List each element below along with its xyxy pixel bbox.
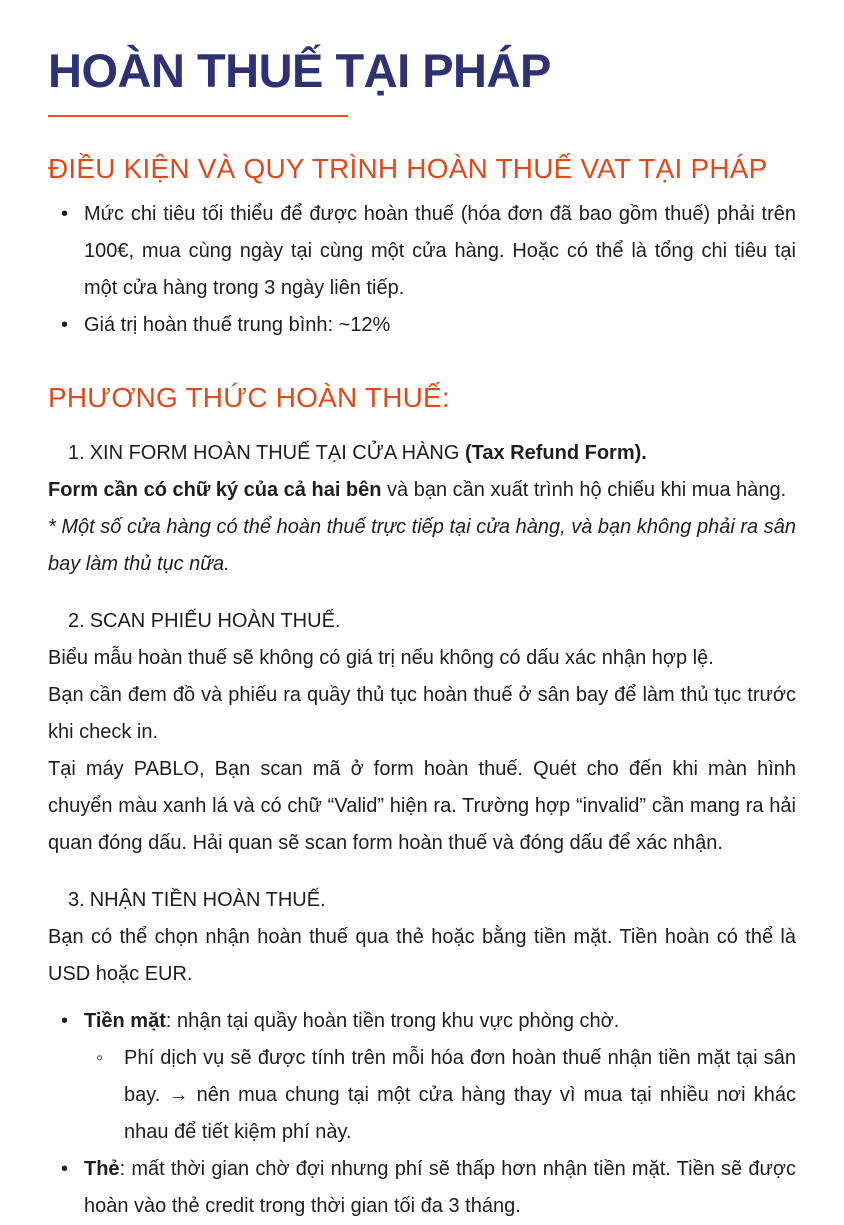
- list-item: • Mức chi tiêu tối thiểu để được hoàn thuế (hóa đơn đã bao gồm thuế) phải trên 100€, mua cùng ngày tại cùng một cửa hàng. Hoặc có thể là tổng chi tiêu tại một cửa hàng trong 3 ngày liên tiếp.: [48, 196, 796, 307]
- step3-number: 3.: [68, 889, 85, 912]
- list-item-cash: [48, 1003, 796, 1151]
- step2-title-text: SCAN PHIẾU HOÀN THUẾ.: [89, 610, 341, 633]
- step1-title-bold: (Tax Refund Form).: [464, 442, 647, 465]
- step1-note: * Một số cửa hàng có thể hoàn thuế trực tiếp tại cửa hàng, và bạn không phải ra sân bay làm thủ tục nữa.: [48, 516, 796, 576]
- payment-options-list: [48, 1003, 796, 1225]
- step2-number: 2.: [68, 610, 85, 633]
- step3-intro: Bạn có thể chọn nhận hoàn thuế qua thẻ hoặc bằng tiền mặt. Tiền hoàn có thể là USD hoặc EUR.: [48, 926, 796, 986]
- step2-title: [48, 603, 796, 640]
- step1-number: 1.: [68, 442, 85, 465]
- page-title: HOÀN THUẾ TẠI PHÁP: [48, 44, 551, 97]
- step2-paragraph: Biểu mẫu hoàn thuế sẽ không có giá trị nếu không có dấu xác nhận hợp lệ.: [48, 647, 714, 670]
- conditions-heading: ĐIỀU KIỆN VÀ QUY TRÌNH HOÀN THUẾ VAT TẠI PHÁP: [48, 153, 768, 185]
- step2-paragraph: Bạn cần đem đồ và phiếu ra quầy thủ tục hoàn thuế ở sân bay để làm thủ tục trước khi check in.: [48, 684, 796, 744]
- card-text: : mất thời gian chờ đợi nhưng phí sẽ thấp hơn nhận tiền mặt. Tiền sẽ được hoàn vào thẻ credit trong thời gian tối đa 3 tháng.: [84, 1158, 796, 1218]
- title-underline: [48, 115, 348, 117]
- step2-paragraph: Tại máy PABLO, Bạn scan mã ở form hoàn thuế. Quét cho đến khi màn hình chuyển màu xanh lá và có chữ “Valid” hiện ra. Trường hợp “invalid” cần mang ra hải quan đóng dấu. Hải quan sẽ scan form hoàn thuế và đóng dấu để xác nhận.: [48, 758, 796, 855]
- cash-label: Tiền mặt: [84, 1010, 166, 1033]
- step1-title: [48, 435, 796, 472]
- step3-title-text: NHẬN TIỀN HOÀN THUẾ.: [89, 889, 326, 912]
- list-item-card: [48, 1151, 796, 1225]
- conditions-list: [48, 196, 796, 344]
- card-label: Thẻ: [84, 1158, 120, 1181]
- list-item-cash-fee: ◦ Phí dịch vụ sẽ được tính trên mỗi hóa đơn hoàn thuế nhận tiền mặt tại sân bay. → nên mua chung tại một cửa hàng thay vì mua tại nhiều nơi khác nhau để tiết kiệm phí này.: [84, 1040, 796, 1151]
- list-item: • Giá trị hoàn thuế trung bình: ~12%: [48, 307, 796, 344]
- step1-paragraph: [48, 472, 796, 509]
- methods-heading: PHƯƠNG THỨC HOÀN THUẾ:: [48, 382, 450, 414]
- cash-text: : nhận tại quầy hoàn tiền trong khu vực phòng chờ.: [165, 1010, 620, 1033]
- step3-title: [48, 882, 796, 919]
- step1-title-text: XIN FORM HOÀN THUẾ TẠI CỬA HÀNG: [89, 442, 465, 465]
- step1-body-regular: và bạn cần xuất trình hộ chiếu khi mua hàng.: [381, 479, 787, 502]
- step1-body-bold: Form cần có chữ ký của cả hai bên: [48, 479, 382, 502]
- cash-sub-list: [84, 1040, 796, 1151]
